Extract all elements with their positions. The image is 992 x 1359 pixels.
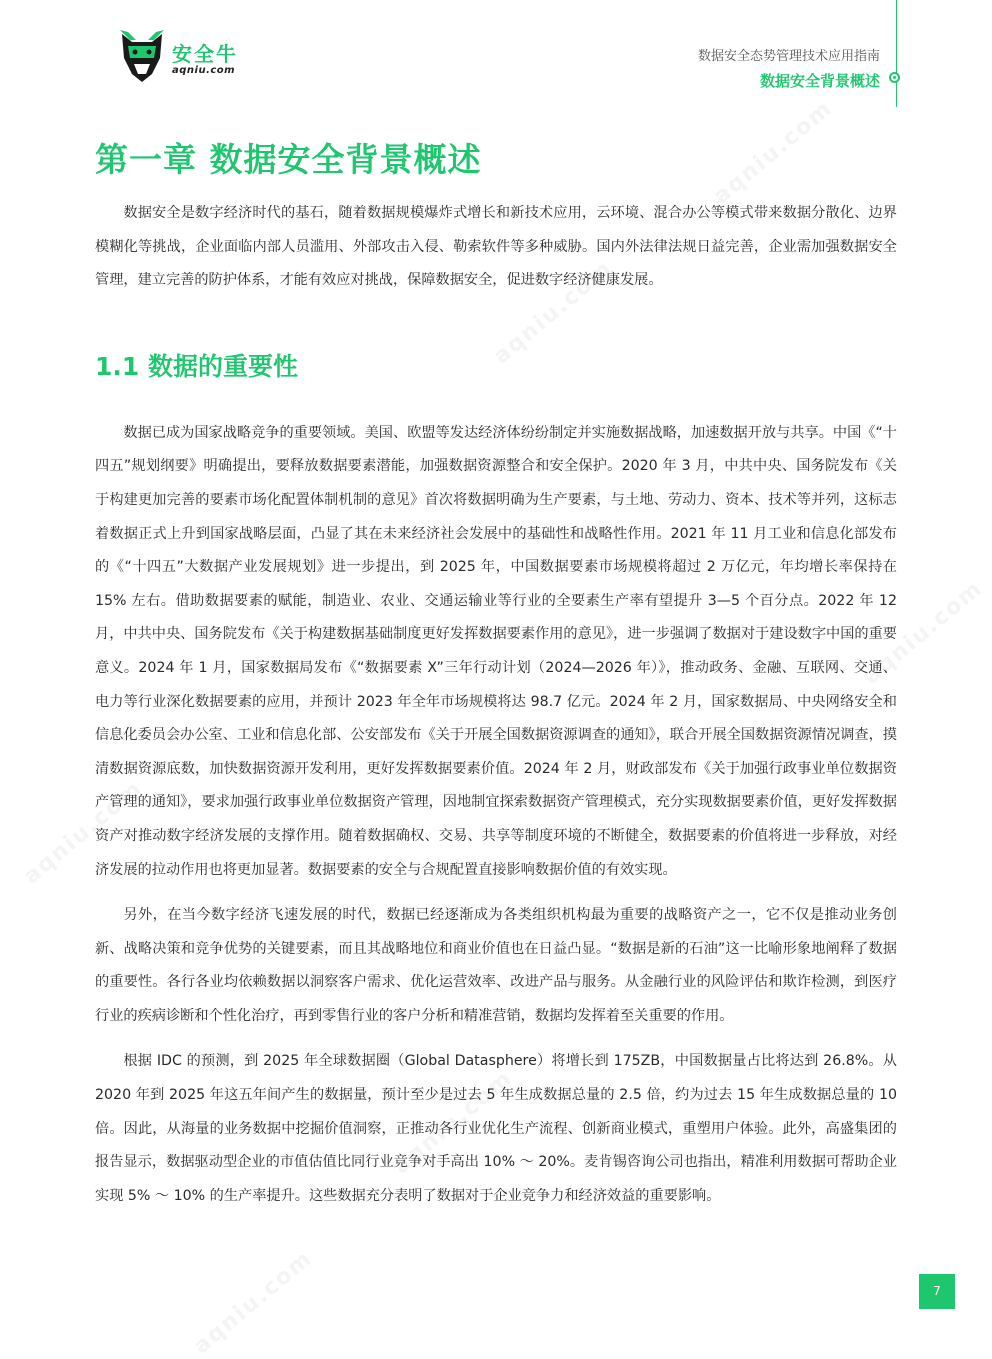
watermark <box>189 1246 318 1359</box>
chapter-title: 第一章 数据安全背景概述 <box>95 140 482 179</box>
header-divider <box>896 0 897 107</box>
page-number: 7 <box>919 1274 955 1309</box>
main-content <box>95 132 897 1213</box>
guide-title: 数据安全态势管理技术应用指南 <box>697 49 880 64</box>
target-dot-icon <box>889 72 900 83</box>
watermark-text: aqniu.com <box>19 775 148 890</box>
logo-domain: aqniu.com <box>172 65 236 76</box>
page-header <box>0 0 992 110</box>
body-paragraph: 另外，在当今数字经济飞速发展的时代，数据已经逐渐成为各类组织机构最为重要的战略资产之一，它不仅是推动业务创新、战略决策和竞争优势的关键要素，而且其战略地位和商业价值也在日益凸显。“数据是新的石油”这一比喻形象地阐释了数据的重要性。各行各业均依赖数据以洞察客户需求、优化运营效率、改进产品与服务。从金融行业的风险评估和欺诈检测，到医疗行业的疾病诊断和个性化治疗，再到零售行业的客户分析和精准营销，数据均发挥着至关重要的作用。 <box>95 907 897 1024</box>
body-paragraph: 数据已成为国家战略竞争的重要领域。美国、欧盟等发达经济体纷纷制定并实施数据战略，加速数据开放与共享。中国《“十四五”规划纲要》明确提出，要释放数据要素潜能，加强数据资源整合和安全保护。2020 年 3 月，中共中央、国务院发布《关于构建更加完善的要素市场化配置体制机制的意见》首次将数据明确为生产要素，与土地、劳动力、资本、技术等并列，这标志着数据正式上升到国家战略层面，凸显了其在未来经济社会发展中的基础性和战略性作用。2021 年 11 月工业和信息化部发布的《“十四五”大数据产业发展规划》进一步提出，到 2025 年，中国数据要素市场规模将超过 2 万亿元，年均增长率保持在 15% 左右。借助数据要素的赋能，制造业、农业、交通运输业等行业的全要素生产率有望提升 3—5 个百分点。2022 年 12 月，中共中央、国务院发布《关于构建数据基础制度更好发挥数据要素作用的意见》，进一步强调了数据对于建设数字中国的重要意义。2024 年 1 月，国家数据局发布《“数据要素 X”三年行动计划（2024—2026 年）》，推动政务、金融、互联网、交通、电力等行业深化数据要素的应用，并预计 2023 年全年市场规模将达 98.7 亿元。2024 年 2 月，国家数据局、中央网络安全和信息化委员会办公室、工业和信息化部、公安部发布《关于开展全国数据资源调查的通知》，联合开展全国数据资源情况调查，摸清数据资源底数，加快数据资源开发利用，更好发挥数据要素价值。2024 年 2 月，财政部发布《关于加强行政事业单位数据资产管理的通知》，要求加强行政事业单位数据资产管理，因地制宜探索数据资产管理模式，充分实现数据要素价值，更好发挥数据资产对推动数字经济发展的支撑作用。随着数据确权、交易、共享等制度环境的不断健全，数据要素的价值将进一步释放，对经济发展的拉动作用也将更加显著。数据要素的安全与合规配置直接影响数据价值的有效实现。 <box>95 424 897 878</box>
watermark-text: aqniu.com <box>859 575 988 690</box>
bull-head-icon <box>118 28 166 84</box>
section-title: 1.1 数据的重要性 <box>95 351 298 381</box>
brand-logo <box>118 28 258 86</box>
watermark-text: aqniu.com <box>709 95 838 210</box>
watermark-text: aqniu.com <box>389 1065 518 1180</box>
watermark-text: aqniu.com <box>189 1245 318 1359</box>
watermark-text: aqniu.com <box>489 255 618 370</box>
logo-name: 安全牛 <box>172 42 238 66</box>
running-section-title: 数据安全背景概述 <box>759 72 880 90</box>
chapter-intro: 数据安全是数字经济时代的基石，随着数据规模爆炸式增长和新技术应用，云环境、混合办公等模式带来数据分散化、边界模糊化等挑战，企业面临内部人员滥用、外部攻击入侵、勒索软件等多种威胁。国内外法律法规日益完善，企业需加强数据安全管理，建立完善的防护体系，才能有效应对挑战，保障数据安全，促进数字经济健康发展。 <box>95 205 897 289</box>
body-paragraph: 根据 IDC 的预测，到 2025 年全球数据圈（Global Datasphere）将增长到 175ZB，中国数据量占比将达到 26.8%。从 2020 年到 2025 年这五年间产生的数据量，预计至少是过去 5 年生成数据总量的 2.5 倍，约为过去 15 年生成数据总量的 10 倍。因此，从海量的业务数据中挖掘价值洞察，正推动各行业优化生产流程、创新商业模式，重塑用户体验。此外，高盛集团的报告显示，数据驱动型企业的市值估值比同行业竞争对手高出 10% ～ 20%。麦肯锡咨询公司也指出，精准利用数据可帮助企业实现 5% ～ 10% 的生产率提升。这些数据充分表明了数据对于企业竞争力和经济效益的重要影响。 <box>95 1053 897 1204</box>
